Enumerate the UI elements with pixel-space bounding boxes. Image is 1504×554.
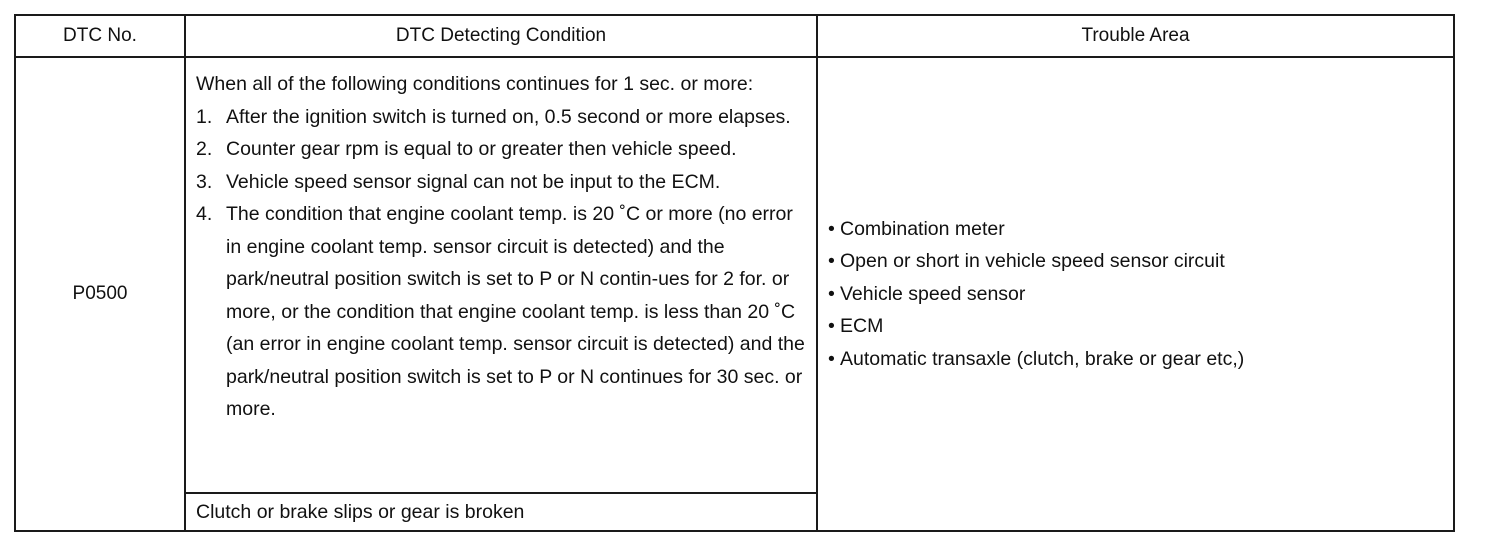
condition-text: Counter gear rpm is equal to or greater then vehicle speed. — [226, 138, 737, 160]
trouble-area-item — [828, 278, 1443, 311]
bullet-icon: • — [828, 217, 835, 240]
bullet-icon: • — [828, 315, 835, 338]
dtc-number-cell: P0500 — [15, 57, 185, 531]
condition-number: 4. — [196, 203, 213, 225]
condition-list — [196, 101, 806, 426]
trouble-area-item — [828, 245, 1443, 278]
condition-number: 2. — [196, 138, 213, 160]
condition-item — [196, 101, 806, 134]
condition-text: The condition that engine coolant temp. is 20 ˚C or more (no error in engine coolant temp. sensor circuit is detected) and the park/neutral position switch is set to P or N contin-ues for 2 for. or more, or the condition that engine coolant temp. is less than 20 ˚C (an error in engine coolant temp. sensor circuit is detected) and the park/neutral position switch is set to P or N continues for 30 sec. or more. — [226, 203, 805, 420]
trouble-area-text: Combination meter — [840, 217, 1005, 240]
trouble-area-item — [828, 310, 1443, 343]
detecting-condition-cell-2: Clutch or brake slips or gear is broken — [185, 493, 817, 531]
detecting-condition-cell — [185, 57, 817, 493]
bullet-icon: • — [828, 250, 835, 273]
condition-item — [196, 166, 806, 199]
bullet-icon: • — [828, 347, 835, 370]
trouble-area-cell — [817, 57, 1454, 531]
condition-text: Vehicle speed sensor signal can not be input to the ECM. — [226, 170, 721, 193]
header-detecting-condition: DTC Detecting Condition — [185, 15, 817, 57]
condition-text: After the ignition switch is turned on, 0.5 second or more elapses. — [226, 105, 791, 128]
condition-number: 3. — [196, 170, 213, 193]
header-trouble-area: Trouble Area — [817, 15, 1454, 57]
condition-item — [196, 133, 806, 166]
trouble-area-text: ECM — [840, 315, 884, 338]
header-dtc-no: DTC No. — [15, 15, 185, 57]
trouble-area-text: Vehicle speed sensor — [840, 282, 1026, 305]
dtc-table — [14, 14, 1455, 532]
trouble-area-text: Open or short in vehicle speed sensor circuit — [840, 250, 1225, 273]
condition-intro: When all of the following conditions continues for 1 sec. or more: — [196, 73, 754, 95]
table-row — [15, 57, 1454, 493]
header-row — [15, 15, 1454, 57]
trouble-area-text: Automatic transaxle (clutch, brake or gear etc,) — [840, 347, 1245, 370]
trouble-area-list — [828, 213, 1443, 376]
bullet-icon: • — [828, 282, 835, 305]
trouble-area-item — [828, 213, 1443, 246]
trouble-area-item — [828, 343, 1443, 376]
condition-item — [196, 198, 806, 426]
condition-number: 1. — [196, 105, 213, 128]
